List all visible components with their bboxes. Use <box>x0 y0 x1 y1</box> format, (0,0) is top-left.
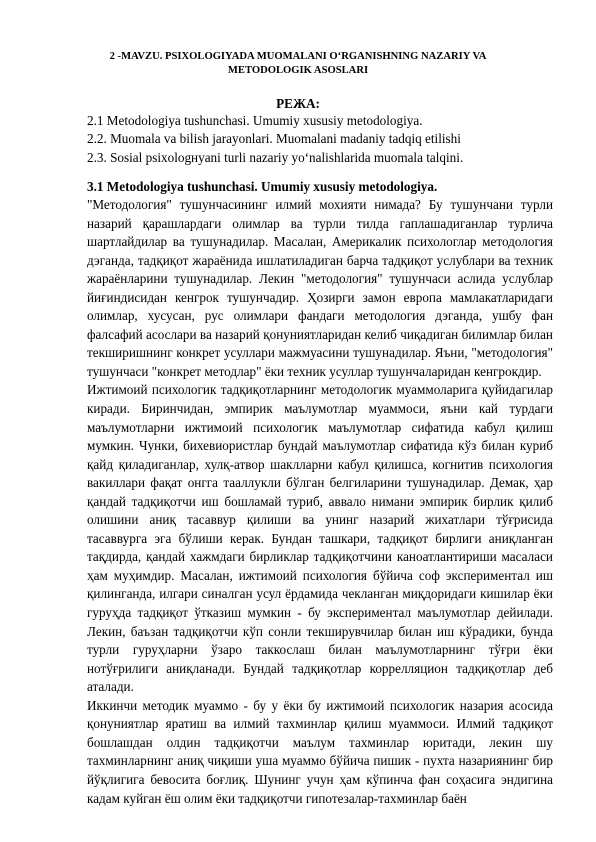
paragraph: "Методология" тушунчасининг илмий мохияти нимада? Бу тушунчани турли назарий қарашлардаги олимлар ва турли тилда гаплашадиганлар турлича шартлайдилар ва тушунадилар. Масалан, Америкалик психологлар методология дэганда, тадқиқот жараёнида ишлатиладиган барча тадқиқот услублари ва техник жараёнларини тушунадилар. Лекин "методология" тушунчаси аслида услублар йиғиндисидан кенгрок тушунчадир. Ҳозирги замон европа мамлакатларидаги олимлар, хусусан, рус олимлари фандаги методология дэганда, ушбу фан фалсафий асослари ва назарий қонуниятларидан келиб чиқадиган билимлар билан текширишнинг конкрет усуллари мажмуасини тушунадилар. Яъни, "методология" тушунчаси "конкрет методлар" ёки техник усуллар тушунчаларидан кенгрокдир. <box>87 197 553 379</box>
plan-item: 2.3. Sosial psixologнyani turli nazariy yo‘nalishlarida muomala talqini. <box>87 150 464 165</box>
plan-heading: РЕЖА: <box>276 96 320 111</box>
body-text <box>87 196 553 808</box>
document-title-line-2: METODOLOGIK ASOSLARI <box>227 65 369 76</box>
document-title-line-1: 2 -MAVZU. PSIXOLOGIYADA MUOMALANI O‘RGANISHNING NAZARIY VA <box>109 51 487 62</box>
paragraph: Иккинчи методик муаммо - бу у ёки бу ижтимоий психологик назария асосида қонуниятлар яратиш ва илмий тахминлар қилиш муаммоси. Илмий тадқиқот бошлашдан олдин тадқиқотчи маълум тахминлар юритади, лекин шу тахминларнинг аниқ чиқиши уша муаммо бўйича пишик - пухта назариянинг бир йўқлигига бевосита боғлиқ. Шунинг учун ҳам кўпинча фан соҳасига эндигина кадам куйган ёш олим ёки тадқиқотчи гипотезалар-тахминлар баён <box>87 697 553 806</box>
plan-item: 2.1 Metodologiya tushunchasi. Umumiy xususiy metodologiya. <box>87 113 423 128</box>
paragraph: Ижтимоий психологик тадқиқотларнинг методологик муаммоларига қуйидагилар киради. Биринчидан, эмпирик маълумотлар муаммоси, яъни кай турдаги маълумотларни ижтимоий психологик маълумотлар сифатида кабул қилиш мумкин. Чунки, бихевиористлар бундай маълумотлар сифатида кўз билан куриб қайд қиладиганлар, хулқ-атвор шаклларни кабул қилишса, когнитив психология вакиллари фақат онгга тааллукли бўлган белгиларини тушунадилар. Демак, ҳар қандай тадқиқотчи иш бошламай туриб, аввало нимани эмпирик бирлик қилиб олишини аниқ тасаввур қилиши ва унинг назарий жихатлари тўғрисида тасаввурга эга бўлиши керак. Бундан ташкари, тадқиқот бирлиги аниқланган тақдирда, қандай хажмдаги бирликлар тадқиқотчини каноатлантириши масаласи ҳам муҳимдир. Масалан, ижтимоий психология бўйича соф экспериментал иш қилинганда, илгари синалган усул ёрдамида чекланган миқдоридаги кишилар ёки гуруҳда тадқиқот ўтказиш мумкин - бу экспериментал маълумотлар дейилади. Лекин, баъзан тадқиқотчи кўп сонли текширувчилар билан иш кўрадики, бунда турли гуруҳларни ўзаро таккослаш билан маълумотларнинг тўғри ёки нотўғрилиги аниқланади. Бундай тадқиқотлар коррелляцион тадқиқотлар деб аталади. <box>87 382 553 695</box>
section-heading: 3.1 Metodologiya tushunchasi. Umumiy xususiy metodologiya. <box>87 179 438 194</box>
plan-item: 2.2. Muomala va bilish jarayonlari. Muomalani madaniy tadqiq etilishi <box>87 131 461 146</box>
